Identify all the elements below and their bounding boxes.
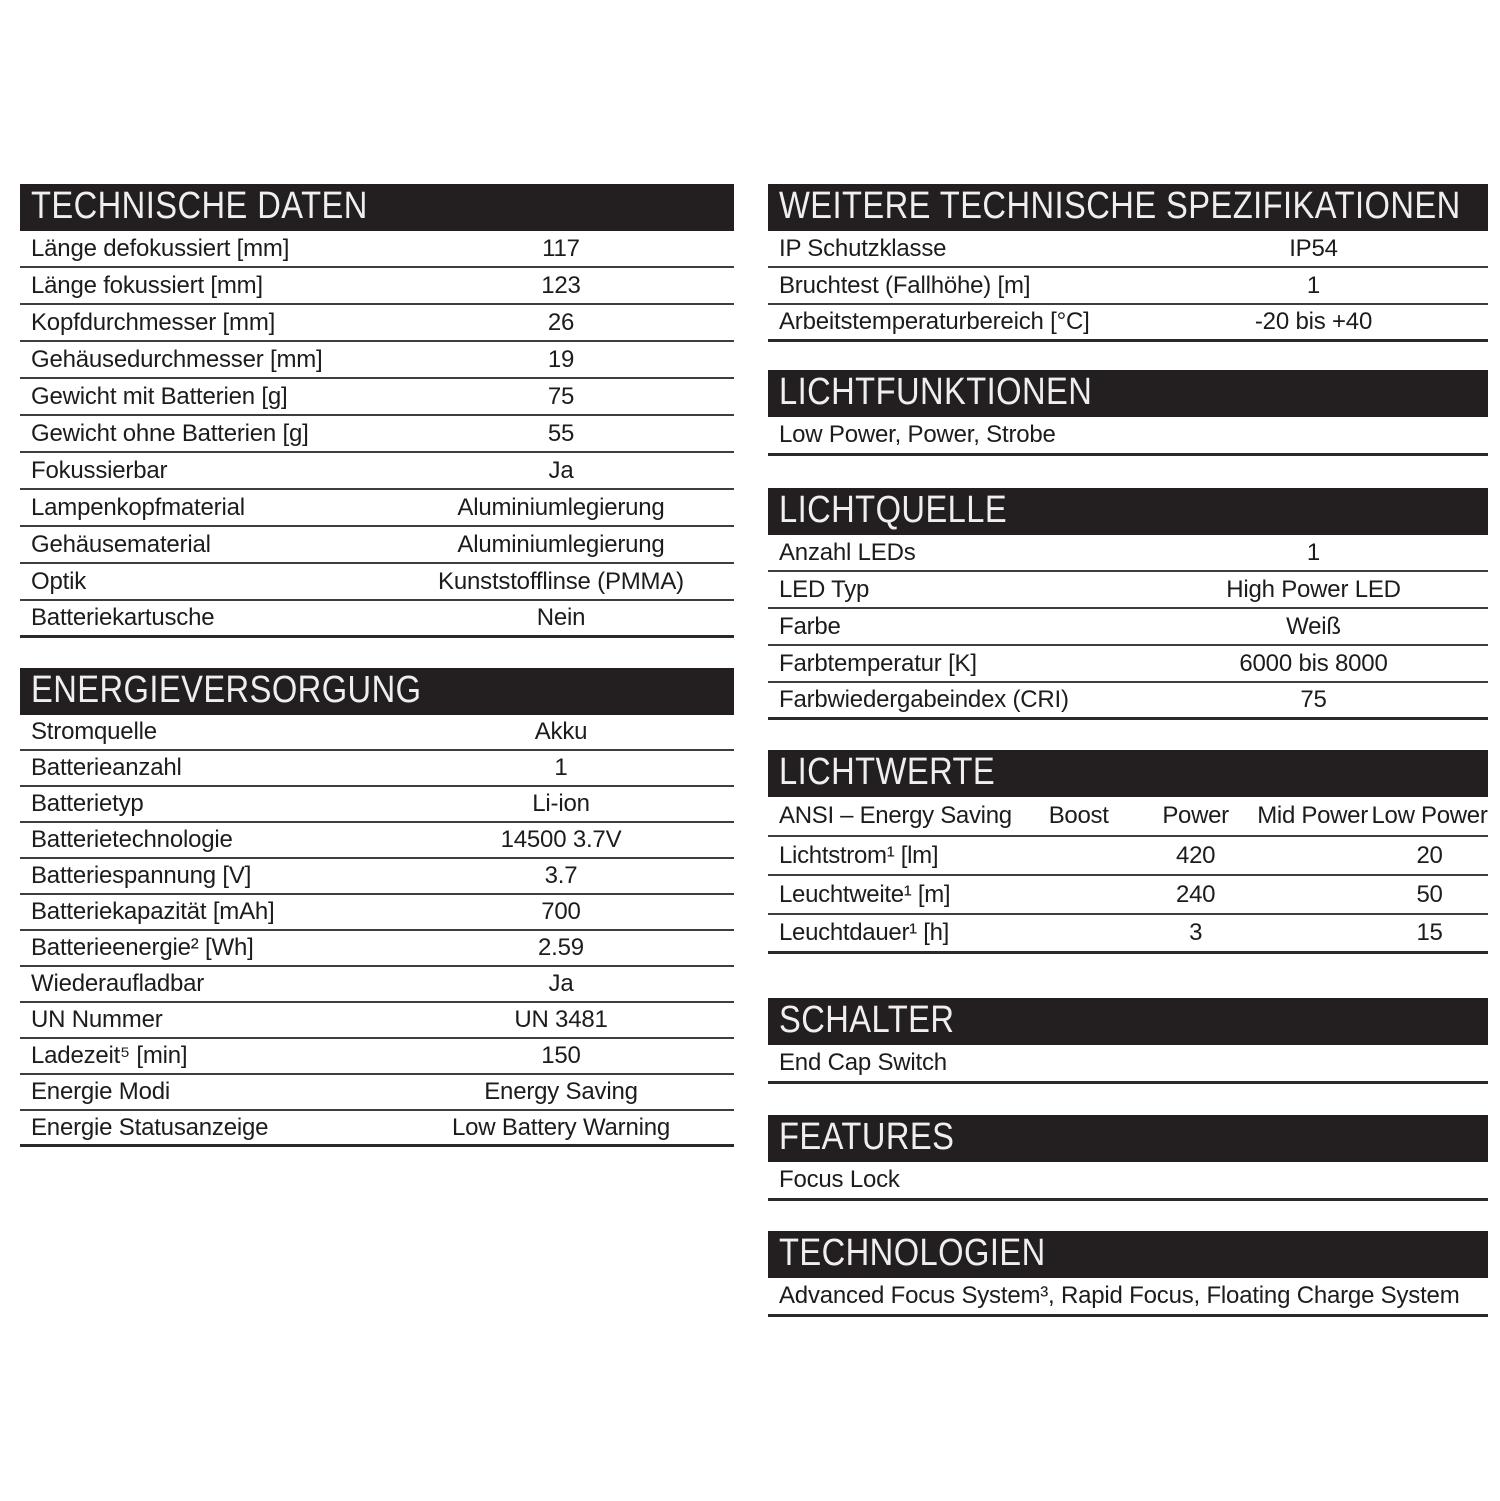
spec-value: UN 3481: [514, 1006, 608, 1033]
spec-value: 117: [542, 234, 580, 262]
spec-value: High Power LED: [1226, 575, 1401, 603]
table-row: [768, 535, 1488, 572]
spec-label: Ladezeit⁵ [min]: [31, 1042, 188, 1069]
table-row: [20, 931, 734, 967]
section-header-schalter: [768, 998, 1488, 1045]
section-weitere-spezifikationen: [768, 184, 1488, 342]
spec-label: Farbwiedergabeindex (CRI): [779, 686, 1069, 713]
spec-label: Länge fokussiert [mm]: [31, 271, 263, 299]
section-title: FEATURES: [779, 1115, 955, 1158]
spec-label: Energie Modi: [31, 1078, 171, 1105]
weitere-spezifikationen-table: [768, 231, 1488, 342]
spec-label: Farbtemperatur [K]: [779, 649, 977, 677]
section-title: ENERGIEVERSORGUNG: [31, 668, 422, 711]
column-header: ANSI – Energy Saving: [779, 802, 1012, 829]
section-lichtfunktionen: [768, 370, 1488, 456]
table-row: [768, 305, 1488, 342]
table-row: [20, 379, 734, 416]
spec-value: -20 bis +40: [1254, 308, 1373, 335]
spec-label: Gehäusedurchmesser [mm]: [31, 345, 323, 373]
spec-value: Nein: [536, 604, 586, 631]
table-row: [768, 876, 1488, 915]
section-header-lichtwerte: [768, 750, 1488, 797]
section-header-technologien: [768, 1231, 1488, 1278]
spec-label: Leuchtweite¹ [m]: [779, 880, 951, 908]
table-row: [768, 837, 1488, 876]
spec-value: IP54: [1289, 234, 1338, 262]
spec-value: 75: [547, 382, 575, 410]
table-row: [20, 895, 734, 931]
spec-value: 75: [1300, 686, 1327, 713]
section-lichtquelle: [768, 488, 1488, 720]
section-header-lichtquelle: [768, 488, 1488, 535]
spec-value: 240: [1176, 880, 1216, 908]
spec-label: Batterieanzahl: [31, 754, 182, 781]
spec-label: Batteriespannung [V]: [31, 862, 252, 889]
technologien-text: Advanced Focus System³, Rapid Focus, Floating Charge System: [768, 1278, 1488, 1317]
section-technologien: [768, 1231, 1488, 1317]
lichtwerte-header-row: [768, 797, 1488, 837]
spec-label: Energie Statusanzeige: [31, 1113, 269, 1141]
spec-value: 15: [1416, 919, 1443, 946]
table-row: [768, 646, 1488, 683]
table-row: [20, 305, 734, 342]
table-row: [20, 1075, 734, 1111]
spec-label: Gehäusematerial: [31, 530, 211, 558]
section-title: LICHTQUELLE: [779, 488, 1008, 531]
features-text: Focus Lock: [768, 1162, 1488, 1201]
spec-value: Low Battery Warning: [451, 1113, 671, 1141]
section-schalter: [768, 998, 1488, 1084]
spec-value: Kunststofflinse (PMMA): [438, 567, 684, 595]
spec-label: Farbe: [779, 612, 841, 640]
spec-value: 1: [554, 754, 568, 781]
spec-label: Leuchtdauer¹ [h]: [779, 919, 949, 946]
spec-label: Anzahl LEDs: [779, 538, 916, 566]
section-title: LICHTWERTE: [779, 750, 996, 793]
table-row: [20, 823, 734, 859]
table-row: [768, 231, 1488, 268]
spec-label: Batterietechnologie: [31, 826, 233, 853]
table-row: [768, 609, 1488, 646]
table-row: [20, 453, 734, 490]
table-row: [20, 342, 734, 379]
column-header: Mid Power: [1257, 802, 1368, 829]
section-header-lichtfunktionen: [768, 370, 1488, 417]
spec-value: Akku: [534, 718, 588, 745]
spec-label: Batteriekartusche: [31, 604, 215, 631]
table-row: [20, 564, 734, 601]
spec-value: 19: [547, 345, 575, 373]
spec-value: 3: [1189, 919, 1203, 946]
table-row: [20, 751, 734, 787]
table-row: [20, 231, 734, 268]
column-header: Low Power: [1371, 802, 1488, 829]
spec-label: Lichtstrom¹ [lm]: [779, 841, 939, 869]
table-row: [20, 715, 734, 751]
right-column: [768, 184, 1488, 1317]
spec-value: Ja: [548, 456, 574, 484]
spec-value: 20: [1416, 841, 1443, 869]
spec-label: Bruchtest (Fallhöhe) [m]: [779, 271, 1031, 299]
section-energieversorgung: [20, 668, 734, 1147]
table-row: [20, 268, 734, 305]
section-title: TECHNISCHE DATEN: [31, 184, 368, 227]
spec-value: Aluminiumlegierung: [457, 530, 665, 558]
table-row: [768, 683, 1488, 720]
spec-value: 1: [1306, 271, 1321, 299]
spec-label: Lampenkopfmaterial: [31, 493, 245, 521]
section-header-features: [768, 1115, 1488, 1162]
lichtwerte-table: [768, 797, 1488, 954]
table-row: [20, 601, 734, 638]
spec-value: 55: [547, 419, 575, 447]
spec-label: IP Schutzklasse: [779, 234, 947, 262]
table-row: [768, 268, 1488, 305]
table-row: [20, 1003, 734, 1039]
spec-label: Stromquelle: [31, 718, 157, 745]
spec-label: Gewicht ohne Batterien [g]: [31, 419, 309, 447]
table-row: [20, 1039, 734, 1075]
spec-value: 3.7: [544, 862, 578, 889]
spec-label: Batteriekapazität [mAh]: [31, 898, 275, 925]
table-row: [20, 967, 734, 1003]
spec-label: Arbeitstemperaturbereich [°C]: [779, 308, 1090, 335]
spec-value: 2.59: [538, 934, 584, 961]
spec-label: Wiederaufladbar: [31, 970, 205, 997]
spec-label: Gewicht mit Batterien [g]: [31, 382, 288, 410]
energieversorgung-table: [20, 715, 734, 1147]
table-row: [20, 787, 734, 823]
section-header-energieversorgung: [20, 668, 734, 715]
section-lichtwerte: [768, 750, 1488, 954]
spec-label: Fokussierbar: [31, 456, 168, 484]
section-header-weitere-spezifikationen: [768, 184, 1488, 231]
lichtquelle-table: [768, 535, 1488, 720]
spec-label: Optik: [31, 567, 87, 595]
spec-value: Aluminiumlegierung: [457, 493, 665, 521]
table-row: [20, 859, 734, 895]
section-title: SCHALTER: [779, 998, 955, 1041]
spec-label: LED Typ: [779, 575, 870, 603]
spec-label: Batterietyp: [31, 790, 144, 817]
column-header: Boost: [1048, 802, 1109, 829]
spec-value: 1: [1306, 538, 1321, 566]
spec-value: Weiß: [1286, 612, 1341, 640]
spec-label: Batterieenergie² [Wh]: [31, 934, 254, 961]
spec-label: Kopfdurchmesser [mm]: [31, 308, 276, 336]
section-title: LICHTFUNKTIONEN: [779, 370, 1093, 413]
spec-value: 14500 3.7V: [500, 826, 622, 853]
table-row: [20, 1111, 734, 1147]
section-title: WEITERE TECHNISCHE SPEZIFIKATIONEN: [779, 184, 1461, 227]
spec-value: Li-ion: [532, 790, 590, 817]
table-row: [20, 416, 734, 453]
spec-value: 700: [541, 898, 581, 925]
spec-value: 6000 bis 8000: [1239, 649, 1388, 677]
column-header: Power: [1162, 802, 1229, 829]
section-header-technische-daten: [20, 184, 734, 231]
spec-value: 420: [1176, 841, 1216, 869]
spec-value: 150: [541, 1042, 581, 1069]
technische-daten-table: [20, 231, 734, 638]
spec-value: 50: [1416, 880, 1443, 908]
lichtfunktionen-text: Low Power, Power, Strobe: [768, 417, 1488, 456]
spec-label: UN Nummer: [31, 1006, 163, 1033]
left-column: [20, 184, 734, 1147]
table-row: [20, 527, 734, 564]
spec-label: Länge defokussiert [mm]: [31, 234, 290, 262]
section-technische-daten: [20, 184, 734, 638]
table-row: [768, 572, 1488, 609]
table-row: [20, 490, 734, 527]
table-row: [768, 915, 1488, 954]
schalter-text: End Cap Switch: [768, 1045, 1488, 1084]
spec-value: 123: [541, 271, 581, 299]
section-title: TECHNOLOGIEN: [779, 1231, 1046, 1274]
spec-value: Energy Saving: [484, 1078, 638, 1105]
section-features: [768, 1115, 1488, 1201]
spec-value: Ja: [548, 970, 574, 997]
spec-value: 26: [547, 308, 575, 336]
